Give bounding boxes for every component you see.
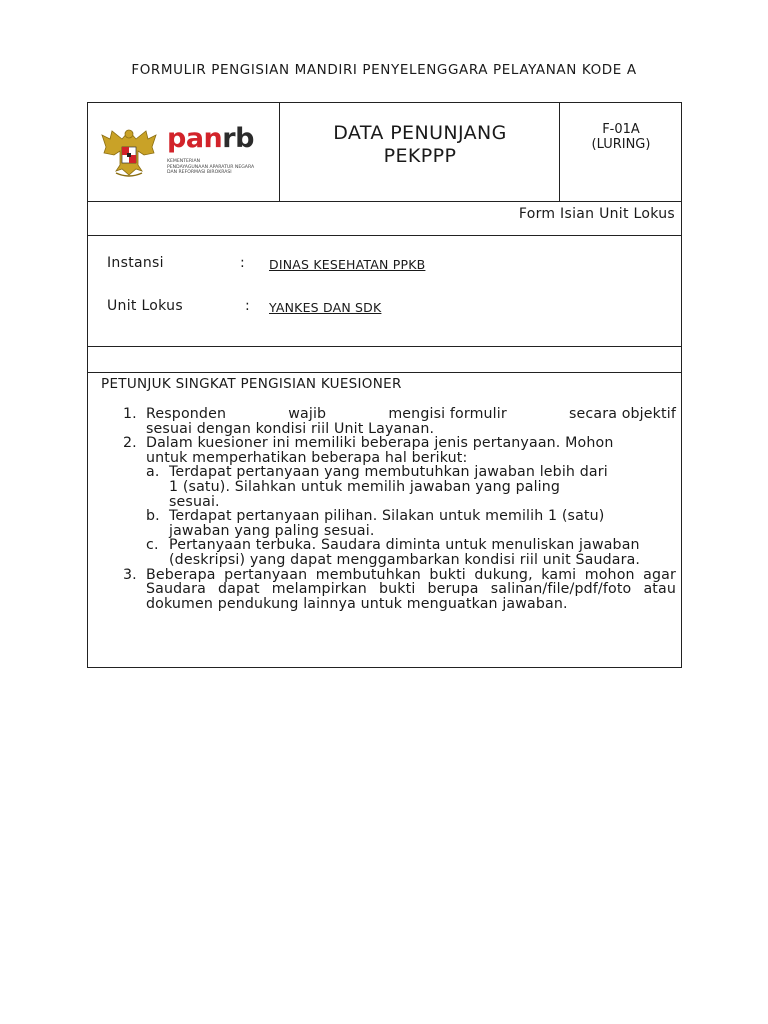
list-item: 2. Dalam kuesioner ini memiliki beberapa jenis pertanyaan. Mohon untuk memperhatikan beberapa hal berikut: a. Terdapat pertanyaan yang membutuhkan jawaban lebih dari 1 (satu). Silahkan untuk memilih jawaban yang paling sesuai. b. Terdapat pertanyaan pilihan. Silakan untuk memilih 1 (satu) jawaban yang paling sesuai. c. Pertanyaan terbuka. Saudara diminta untuk menuliskan jawaban (deskripsi) yang dapat menggambarkan kondisi riil unit Saudara. — [123, 436, 676, 567]
document-title: DATA PENUNJANG PEKPPP — [333, 122, 507, 167]
garuda-emblem-icon — [100, 125, 158, 179]
unit-lokus-value: YANKES DAN SDK — [269, 300, 382, 315]
instansi-colon: : — [240, 255, 245, 271]
ministry-name: KEMENTERIAN PENDAYAGUNAAN APARATUR NEGARA DAN REFORMASI BIROKRASI — [167, 159, 255, 176]
list-item: 3. Beberapa pertanyaan membutuhkan bukti dukung, kami mohon agar Saudara dapat melampirkan bukti berupa salinan/file/pdf/foto atau dokumen pendukung lainnya untuk menguatkan jawaban. — [123, 566, 676, 612]
divider — [88, 372, 681, 373]
logo-cell — [88, 103, 280, 201]
sub-list-item: b. Terdapat pertanyaan pilihan. Silakan untuk memilih 1 (satu) jawaban yang paling sesuai. — [146, 508, 605, 539]
divider — [88, 201, 681, 202]
list-item: 1. Responden wajib mengisi formulir secara objektif sesuai dengan kondisi riil Unit Layanan. — [123, 406, 676, 437]
unit-lokus-label: Unit Lokus — [107, 298, 183, 314]
instansi-label: Instansi — [107, 255, 164, 271]
sub-list-item: a. Terdapat pertanyaan yang membutuhkan jawaban lebih dari 1 (satu). Silahkan untuk memilih jawaban yang paling sesuai. — [146, 464, 608, 510]
instructions-list — [123, 407, 676, 611]
divider — [88, 235, 681, 236]
form-unit-label: Form Isian Unit Lokus — [518, 206, 675, 222]
sub-list-item: c. Pertanyaan terbuka. Saudara diminta untuk menuliskan jawaban (deskripsi) yang dapat menggambarkan kondisi riil unit Saudara. — [146, 537, 641, 568]
form-code: F-01A (LURING) — [591, 122, 651, 152]
unit-lokus-colon: : — [245, 298, 250, 314]
instansi-value: DINAS KESEHATAN PPKB — [269, 257, 426, 272]
form-table — [87, 102, 682, 668]
instructions-title: PETUNJUK SINGKAT PENGISIAN KUESIONER — [101, 376, 402, 392]
form-header-title: FORMULIR PENGISIAN MANDIRI PENYELENGGARA PELAYANAN KODE A — [131, 62, 637, 78]
panrb-logo: panrb — [167, 123, 254, 154]
divider — [88, 346, 681, 347]
